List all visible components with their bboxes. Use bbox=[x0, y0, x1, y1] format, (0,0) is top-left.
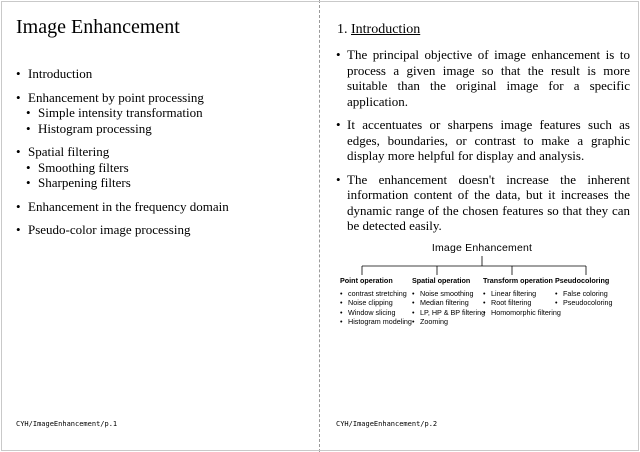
diagram-item: • Pseudocoloring bbox=[555, 298, 613, 308]
diagram-item: • Median filtering bbox=[412, 298, 485, 308]
diagram-item: • Root filtering bbox=[483, 298, 561, 308]
bullet-icon bbox=[16, 144, 28, 159]
paragraph-item: • It accentuates or sharpens image features such as edges, boundaries, or contrast to make a graphic display more helpful for display and analysis. bbox=[336, 117, 630, 164]
bullet-icon bbox=[26, 105, 38, 120]
section-number: 1. bbox=[337, 22, 348, 37]
bullet-icon bbox=[26, 121, 38, 136]
intro-paragraphs bbox=[336, 47, 630, 242]
bullet-icon bbox=[16, 199, 28, 214]
column-heading: Transform operation bbox=[483, 276, 553, 285]
section-heading: Introduction bbox=[351, 22, 421, 37]
diagram-column-point bbox=[340, 276, 412, 327]
column-heading: Point operation bbox=[340, 276, 393, 285]
page-footer: CYH/ImageEnhancement/p.1 bbox=[16, 420, 118, 428]
page-title: Image Enhancement bbox=[16, 16, 180, 38]
diagram-item: • Noise clipping bbox=[340, 298, 412, 308]
diagram-item: • Zooming bbox=[412, 317, 485, 327]
diagram-column-pseudocoloring bbox=[555, 276, 613, 308]
section-title bbox=[337, 22, 420, 38]
outline-subitem: • Histogram processing bbox=[16, 121, 314, 137]
bullet-icon bbox=[26, 175, 38, 190]
outline-subitem: • Sharpening filters bbox=[16, 175, 314, 191]
outline-item: • Introduction bbox=[16, 66, 314, 82]
column-heading: Pseudocoloring bbox=[555, 276, 610, 285]
diagram-item: • False coloring bbox=[555, 289, 613, 299]
diagram-item: • Homomorphic filtering bbox=[483, 308, 561, 318]
outline-item: • Enhancement by point processing bbox=[16, 90, 314, 106]
diagram-title: Image Enhancement bbox=[431, 242, 533, 254]
outline-item: • Enhancement in the frequency domain bbox=[16, 199, 314, 215]
outline-item: • Spatial filtering bbox=[16, 144, 314, 160]
bullet-icon bbox=[16, 90, 28, 105]
bullet-icon bbox=[16, 222, 28, 237]
outline-subitem: • Simple intensity transformation bbox=[16, 105, 314, 121]
diagram-item: • Histogram modeling bbox=[340, 317, 412, 327]
diagram-item: • LP, HP & BP filtering bbox=[412, 308, 485, 318]
diagram-item: • Window slicing bbox=[340, 308, 412, 318]
paragraph-item: • The enhancement doesn't increase the inherent information content of the data, but it increases the dynamic range of the chosen features so that they can be detected easily. bbox=[336, 172, 630, 234]
page-footer: CYH/ImageEnhancement/p.2 bbox=[336, 420, 438, 428]
column-heading: Spatial operation bbox=[412, 276, 471, 285]
bullet-icon bbox=[26, 160, 38, 175]
diagram-connector-lines bbox=[332, 240, 632, 280]
diagram-column-spatial bbox=[412, 276, 485, 327]
diagram-column-transform bbox=[483, 276, 561, 317]
paragraph-item: • The principal objective of image enhancement is to process a given image so that the result is more suitable than the original image for a specific application. bbox=[336, 47, 630, 109]
diagram-item: • contrast stretching bbox=[340, 289, 412, 299]
outline-subitem: • Smoothing filters bbox=[16, 160, 314, 176]
diagram-item: • Linear filtering bbox=[483, 289, 561, 299]
enhancement-diagram bbox=[332, 240, 632, 336]
slide-page-2 bbox=[320, 0, 640, 452]
outline-item: • Pseudo-color image processing bbox=[16, 222, 314, 238]
topic-outline bbox=[16, 66, 314, 238]
bullet-icon bbox=[16, 66, 28, 81]
diagram-item: • Noise smoothing bbox=[412, 289, 485, 299]
